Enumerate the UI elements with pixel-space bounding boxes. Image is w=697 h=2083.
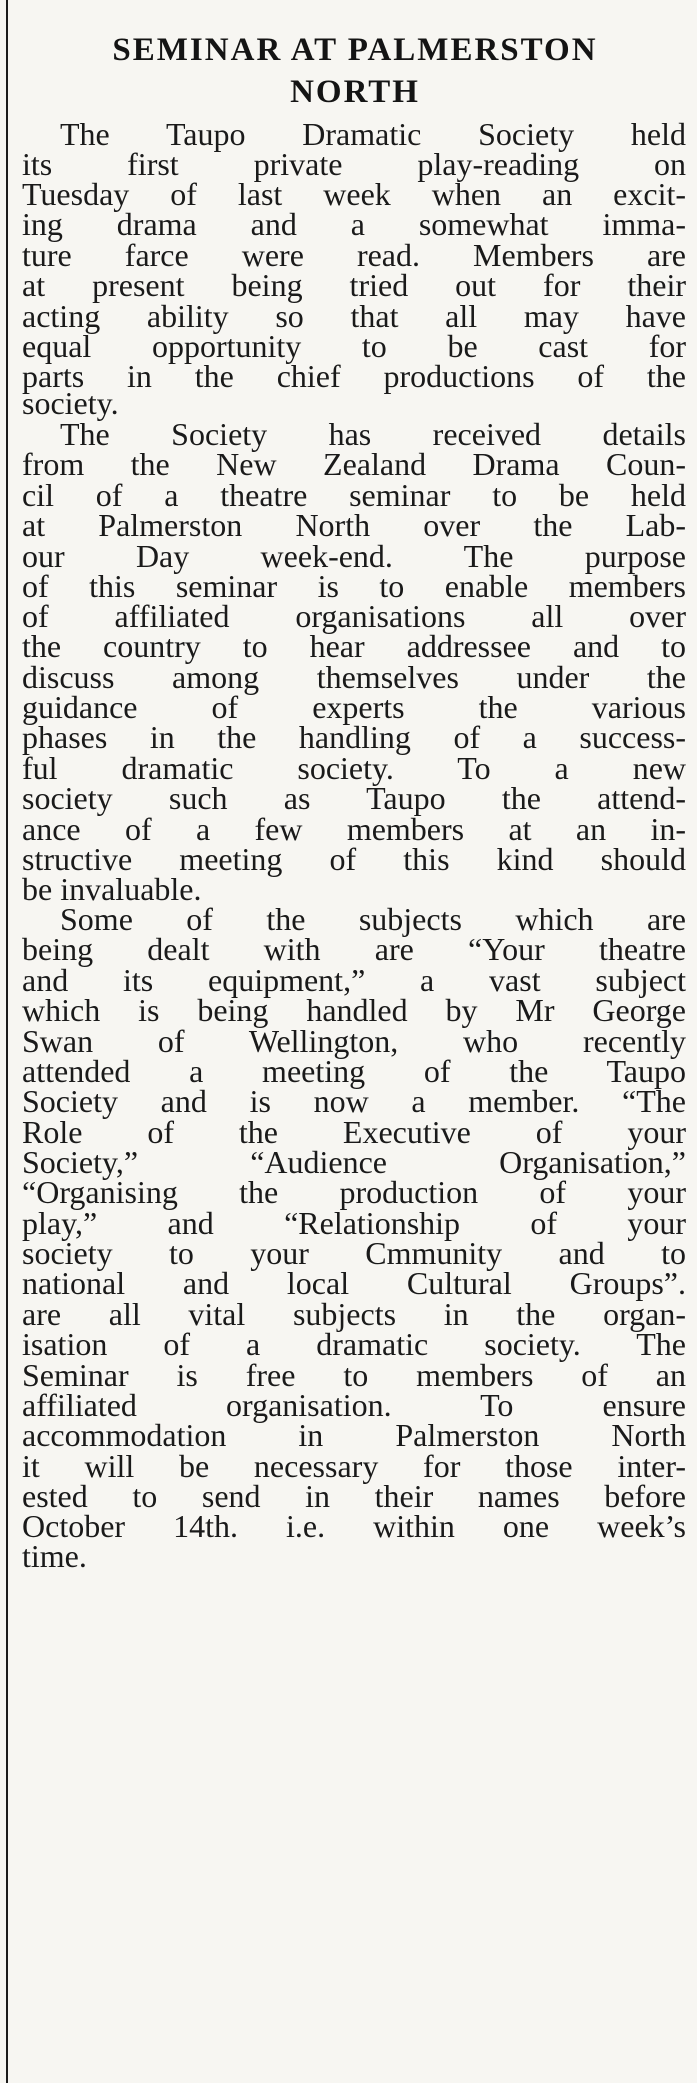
headline-line-1: SEMINAR AT PALMERSTON (112, 32, 598, 68)
paragraph-3-line: Some of the subjects which are (60, 901, 686, 937)
paragraph-3-line: time. (22, 1538, 87, 1574)
paragraph-3-line: Society,” “Audience Organisation,” (22, 1144, 686, 1180)
paragraph-1-line: equal opportunity to be cast for (22, 328, 686, 364)
paragraph-2-line: be invaluable. (22, 871, 202, 907)
paragraph-1-line: The Taupo Dramatic Society held (60, 116, 686, 152)
paragraph-3-line: it will be necessary for those inter- (22, 1448, 686, 1484)
paragraph-1-line: its first private play-reading on (22, 146, 686, 182)
paragraph-3-line: Swan of Wellington, who recently (22, 1023, 686, 1059)
paragraph-3-line: isation of a dramatic society. The (22, 1326, 686, 1362)
paragraph-3-line: and its equipment,” a vast subject (22, 962, 686, 998)
paragraph-2-line: from the New Zealand Drama Coun- (22, 446, 686, 482)
paragraph-2-line: of this seminar is to enable members (22, 568, 686, 604)
paragraph-2-line: of affiliated organisations all over (22, 598, 686, 634)
paragraph-3-line: society to your Cmmunity and to (22, 1235, 686, 1271)
paragraph-3-line: Role of the Executive of your (22, 1114, 686, 1150)
paragraph-1-line: at present being tried out for their (22, 267, 686, 303)
paragraph-3-line: play,” and “Relationship of your (22, 1205, 686, 1241)
paragraph-3-line: affiliated organisation. To ensure (22, 1387, 686, 1423)
paragraph-2-line: at Palmerston North over the Lab- (22, 507, 686, 543)
paragraph-1-line: acting ability so that all may have (22, 298, 686, 334)
paragraph-3-line: being dealt with are “Your theatre (22, 931, 686, 967)
paragraph-1-line: society. (22, 385, 119, 421)
paragraph-1-line: ing drama and a somewhat imma- (22, 206, 686, 242)
paragraph-2-line: structive meeting of this kind should (22, 841, 686, 877)
paragraph-3-line: national and local Cultural Groups”. (22, 1265, 686, 1301)
paragraph-1-line: parts in the chief productions of the (22, 358, 686, 394)
paragraph-2-line: The Society has received details (60, 416, 686, 452)
paragraph-3-line: Society and is now a member. “The (22, 1083, 686, 1119)
headline-line-2: NORTH (290, 74, 420, 110)
paragraph-2-line: cil of a theatre seminar to be held (22, 477, 686, 513)
paragraph-3-line: “Organising the production of your (22, 1174, 686, 1210)
paragraph-2-line: society such as Taupo the attend- (22, 780, 686, 816)
paragraph-3-line: Seminar is free to members of an (22, 1357, 686, 1393)
paragraph-3-line: are all vital subjects in the organ- (22, 1296, 686, 1332)
paragraph-1-line: ture farce were read. Members are (22, 237, 686, 273)
paragraph-2-line: discuss among themselves under the (22, 659, 686, 695)
paragraph-3-line: ested to send in their names before (22, 1478, 686, 1514)
paragraph-3-line: attended a meeting of the Taupo (22, 1053, 686, 1089)
paragraph-1-line: Tuesday of last week when an excit- (22, 176, 686, 212)
paragraph-3-line: which is being handled by Mr George (22, 992, 686, 1028)
paragraph-3-line: October 14th. i.e. within one week’s (22, 1508, 686, 1544)
paragraph-2-line: the country to hear addressee and to (22, 628, 686, 664)
paragraph-2-line: our Day week-end. The purpose (22, 538, 686, 574)
paragraph-2-line: phases in the handling of a success- (22, 719, 686, 755)
paragraph-3-line: accommodation in Palmerston North (22, 1417, 686, 1453)
paragraph-2-line: guidance of experts the various (22, 689, 686, 725)
paragraph-2-line: ful dramatic society. To a new (22, 750, 686, 786)
paragraph-2-line: ance of a few members at an in- (22, 811, 686, 847)
column-rule (6, 0, 8, 2083)
